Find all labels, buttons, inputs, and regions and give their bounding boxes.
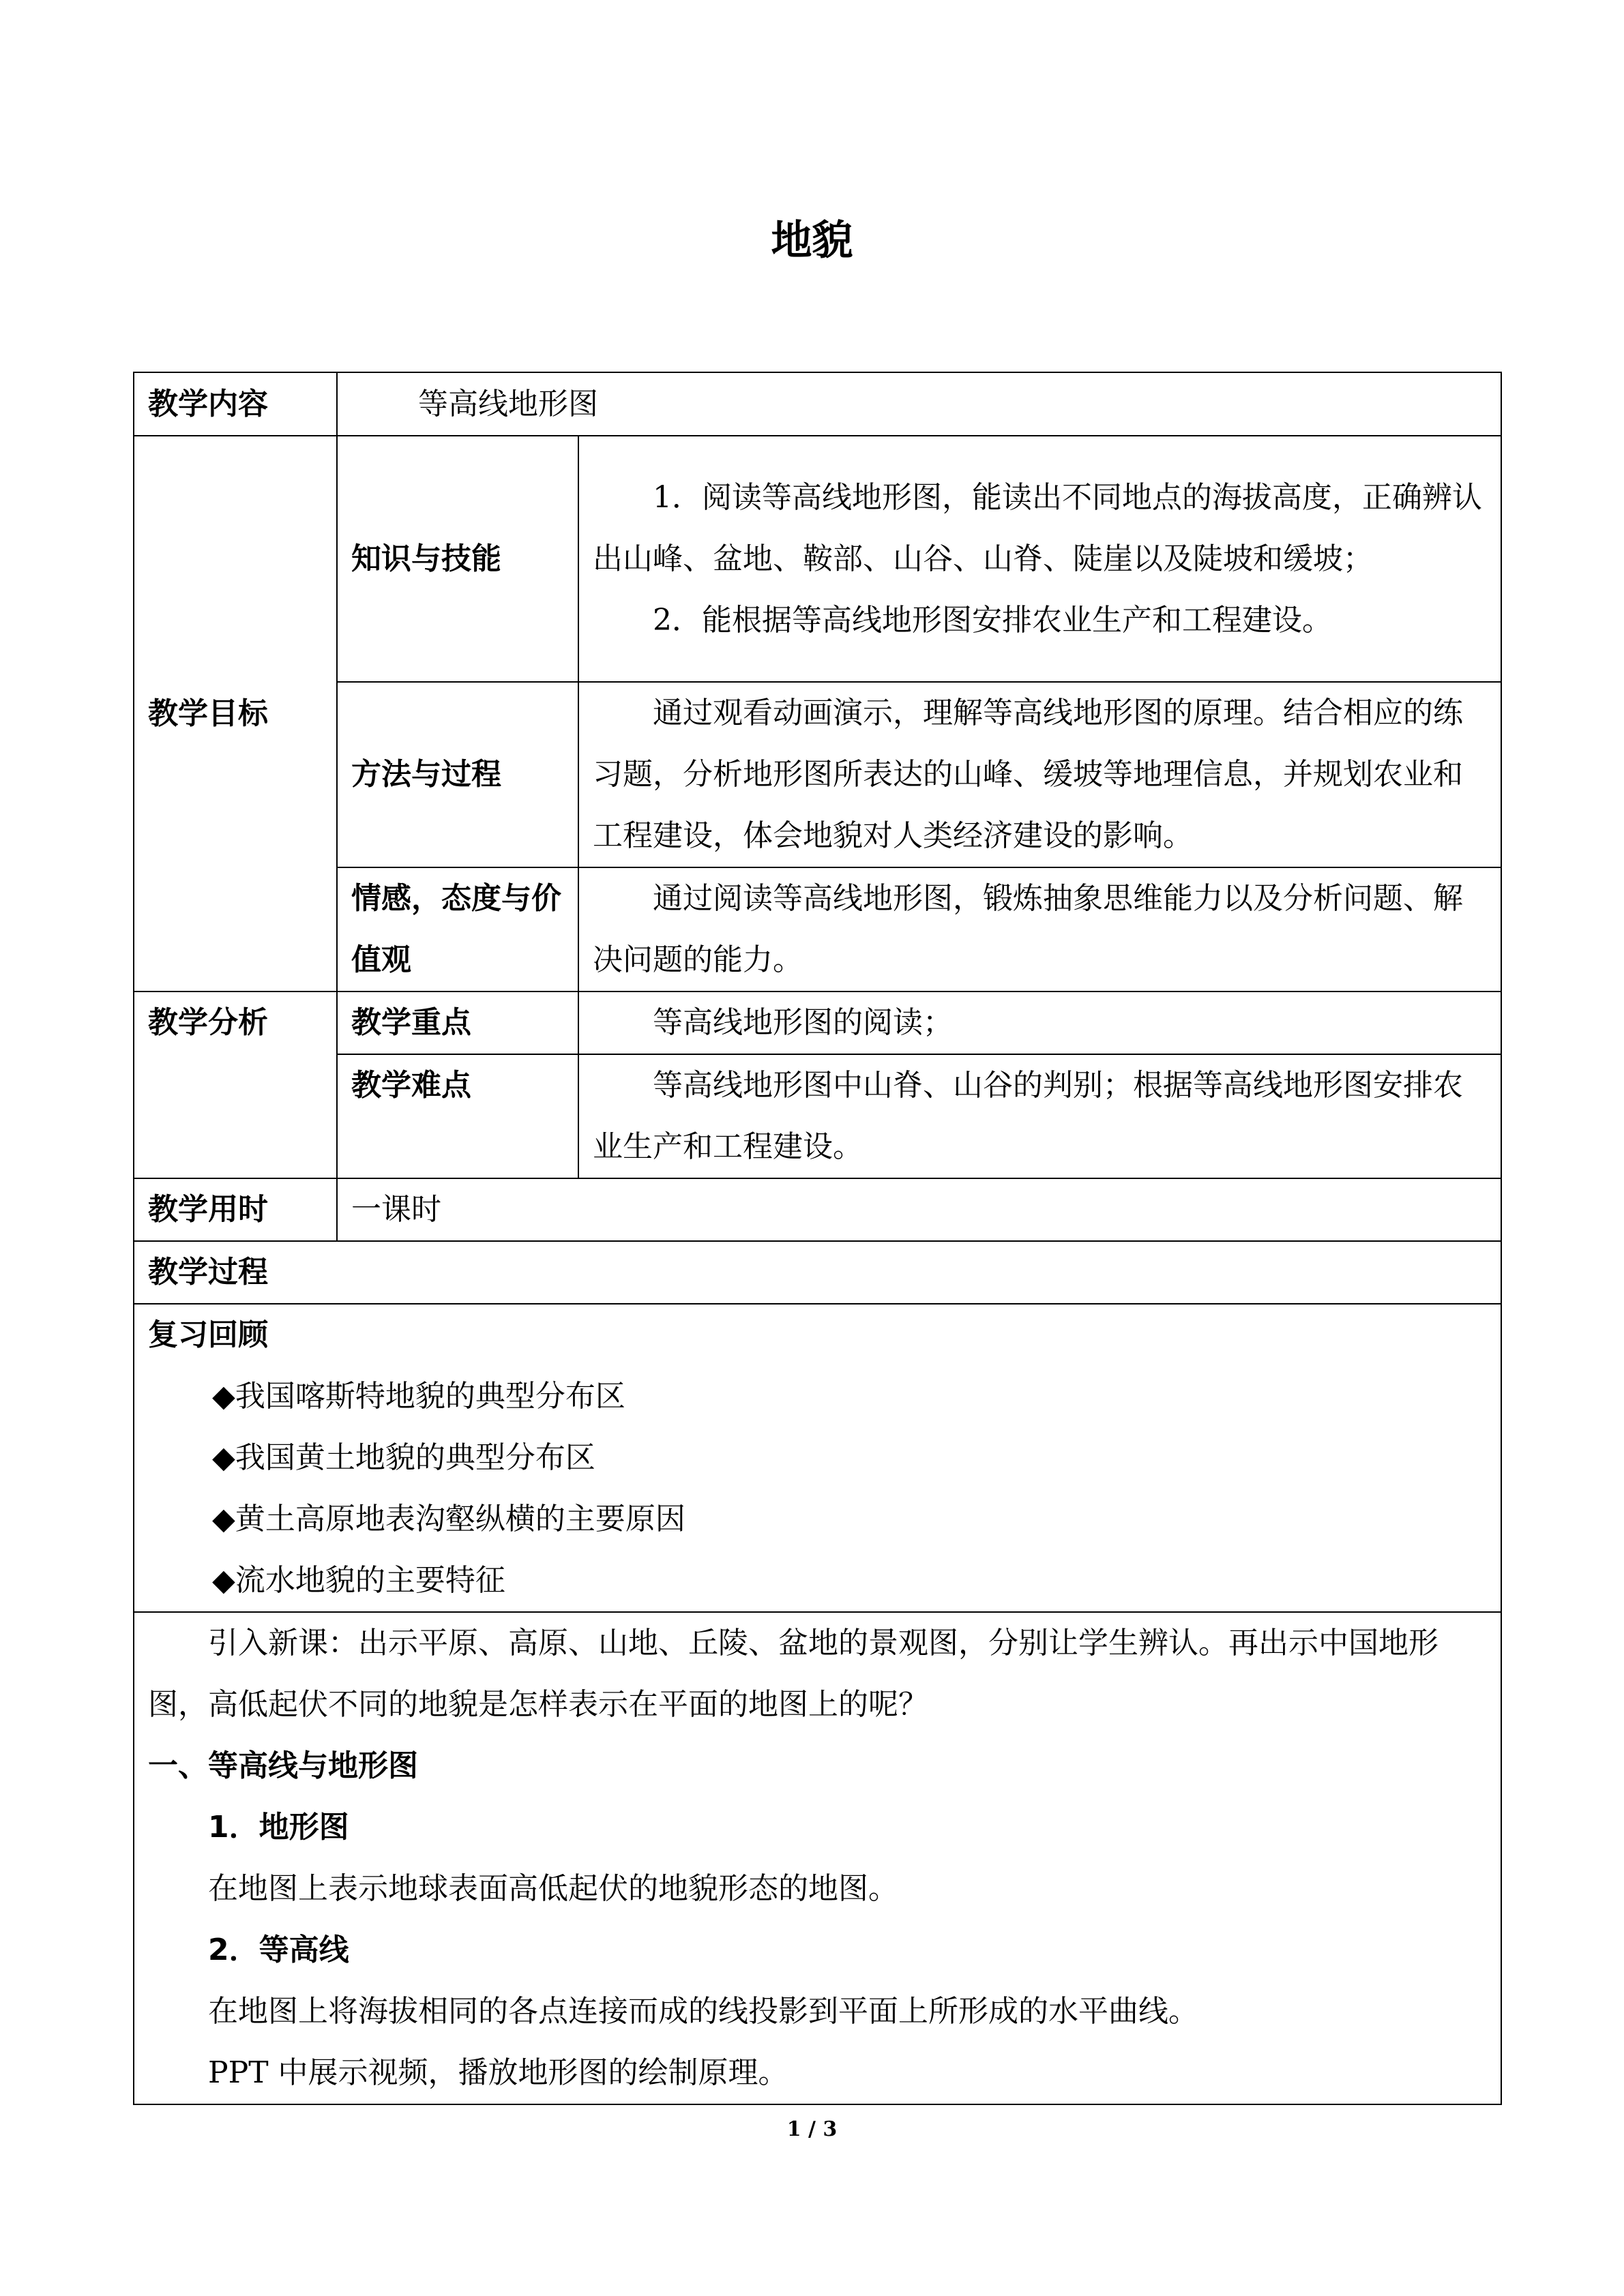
review-item: ◆流水地貌的主要特征 (212, 1563, 505, 1598)
row-key-point (134, 992, 1501, 1054)
row-time (134, 1178, 1501, 1241)
review-section (134, 1304, 1501, 1612)
content-value: 等高线地形图 (337, 372, 1501, 436)
row-method (134, 682, 1501, 867)
review-item: ◆黄土高原地表沟壑纵横的主要原因 (212, 1502, 685, 1536)
key-cell (578, 992, 1501, 1054)
time-value: 一课时 (337, 1178, 1501, 1241)
row-process (134, 1241, 1501, 1304)
method-text: 通过观看动画演示，理解等高线地形图的原理。结合相应的练习题，分析地形图所表达的山峰、缓坡等地理信息，并规划农业和工程建设，体会地貌对人类经济建设的影响。 (593, 696, 1463, 853)
review-item: ◆我国喀斯特地貌的典型分布区 (212, 1379, 625, 1414)
time-label: 教学用时 (134, 1178, 337, 1241)
row-review (134, 1304, 1501, 1612)
sub1-text: 在地图上表示地球表面高低起伏的地貌形态的地图。 (208, 1871, 898, 1906)
key-label: 教学重点 (337, 992, 578, 1054)
knowledge-text-2: 2．能根据等高线地形图安排农业生产和工程建设。 (653, 602, 1332, 638)
ppt-text: PPT 中展示视频，播放地形图的绘制原理。 (208, 2055, 788, 2090)
emotion-text: 通过阅读等高线地形图，锻炼抽象思维能力以及分析问题、解决问题的能力。 (593, 881, 1463, 977)
sub2-text: 在地图上将海拔相同的各点连接而成的线投影到平面上所形成的水平曲线。 (208, 1994, 1198, 2029)
section1-heading: 一、等高线与地形图 (148, 1748, 418, 1783)
content-label: 教学内容 (134, 372, 337, 436)
row-new-lesson (134, 1612, 1501, 2104)
row-knowledge (134, 436, 1501, 682)
process-label: 教学过程 (134, 1241, 1501, 1304)
difficulty-cell (578, 1054, 1501, 1178)
emotion-cell (578, 867, 1501, 992)
method-cell (578, 682, 1501, 867)
page-number: 1 / 3 (786, 2117, 838, 2141)
row-content (134, 372, 1501, 436)
intro-text: 引入新课：出示平原、高原、山地、丘陵、盆地的景观图，分别让学生辨认。再出示中国地形图，高低起伏不同的地貌是怎样表示在平面的地图上的呢？ (148, 1626, 1438, 1722)
difficulty-label: 教学难点 (337, 1054, 578, 1178)
sub2-heading: 2．等高线 (208, 1933, 349, 1967)
analysis-label: 教学分析 (134, 992, 337, 1178)
difficulty-text: 等高线地形图中山脊、山谷的判别；根据等高线地形图安排农业生产和工程建设。 (593, 1068, 1463, 1164)
method-label: 方法与过程 (337, 682, 578, 867)
key-text: 等高线地形图的阅读； (653, 1005, 953, 1040)
lesson-plan-table (133, 372, 1502, 2105)
emotion-label: 情感，态度与价值观 (337, 867, 578, 992)
goals-label: 教学目标 (134, 436, 337, 992)
knowledge-cell (578, 436, 1501, 682)
new-lesson-section (134, 1612, 1501, 2104)
knowledge-text-1: 1．阅读等高线地形图，能读出不同地点的海拔高度，正确辨认出山峰、盆地、鞍部、山谷、山脊、陡崖以及陡坡和缓坡； (593, 479, 1482, 576)
review-item: ◆我国黄土地貌的典型分布区 (212, 1440, 595, 1475)
sub1-heading: 1．地形图 (208, 1810, 349, 1845)
row-emotion (134, 867, 1501, 992)
review-heading: 复习回顾 (148, 1317, 268, 1352)
knowledge-label: 知识与技能 (337, 436, 578, 682)
page-title: 地貌 (771, 217, 853, 265)
row-difficulty (134, 1054, 1501, 1178)
